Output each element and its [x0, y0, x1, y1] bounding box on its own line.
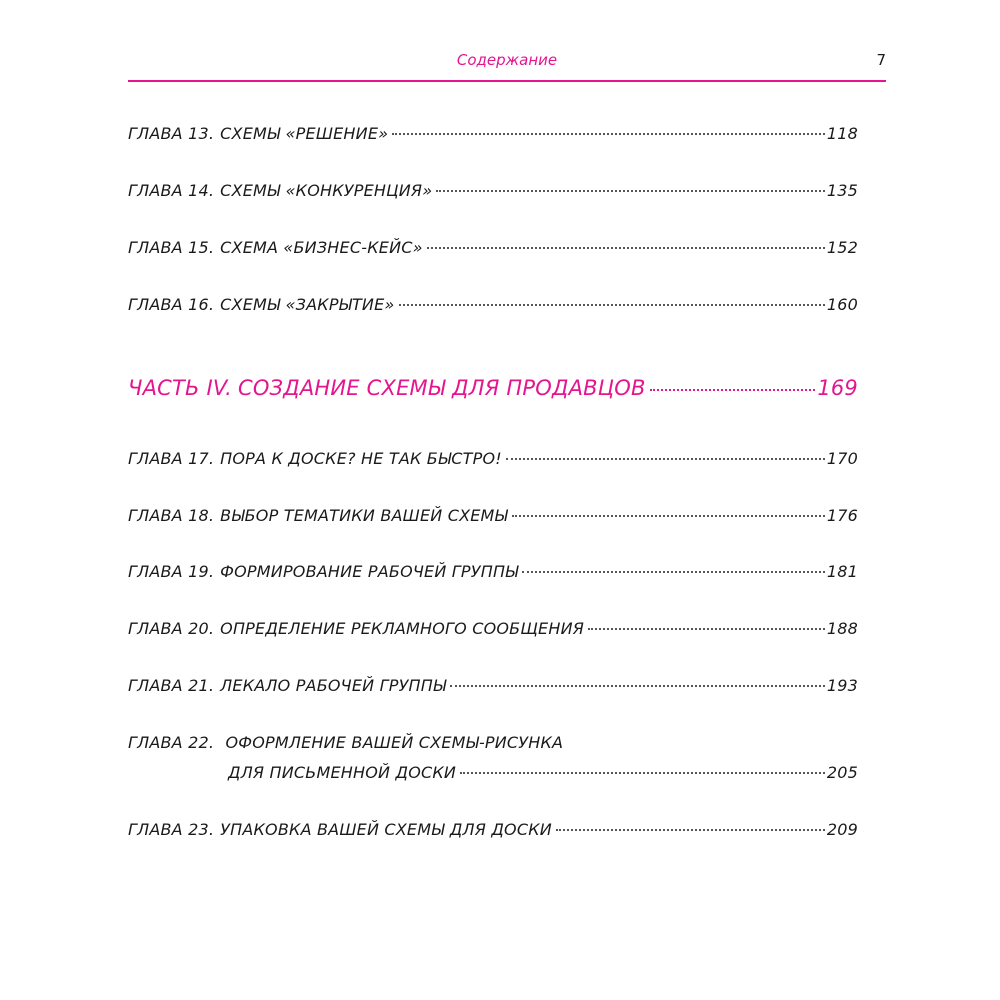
dot-leader	[650, 389, 816, 391]
toc-entry-number: ГЛАВА 18.	[128, 506, 215, 525]
toc-entry-continuation	[228, 763, 858, 782]
toc-entry-number: ГЛАВА 21.	[128, 676, 215, 695]
toc-entry-title: СХЕМЫ «КОНКУРЕНЦИЯ»	[220, 181, 433, 200]
dot-leader	[588, 628, 825, 630]
dot-leader	[556, 829, 825, 831]
toc-entry-chapter-20[interactable]	[128, 619, 858, 638]
toc-entry-chapter-19[interactable]	[128, 562, 858, 581]
toc-entry-title: ВЫБОР ТЕМАТИКИ ВАШЕЙ СХЕМЫ	[220, 506, 508, 525]
toc-entry-page: 209	[826, 820, 858, 839]
toc-entry-title: ОФОРМЛЕНИЕ ВАШЕЙ СХЕМЫ-РИСУНКА	[225, 733, 564, 752]
dot-leader	[450, 685, 825, 687]
toc-entry-number: ЧАСТЬ IV.	[128, 376, 232, 400]
dot-leader	[512, 515, 825, 517]
toc-entry-title: СОЗДАНИЕ СХЕМЫ ДЛЯ ПРОДАВЦОВ	[237, 376, 646, 400]
toc-entry-chapter-14[interactable]	[128, 181, 858, 200]
running-title: Содержание	[456, 51, 558, 69]
toc-entry-number: ГЛАВА 23.	[128, 820, 215, 839]
toc-entry-number: ГЛАВА 19.	[128, 562, 215, 581]
toc-entry-title: СХЕМА «БИЗНЕС-КЕЙС»	[220, 238, 423, 257]
toc-entry-chapter-16[interactable]	[128, 295, 858, 314]
page-number: 7	[876, 51, 886, 69]
toc-entry-chapter-22[interactable]	[128, 733, 858, 789]
dot-leader	[460, 772, 825, 774]
toc-entry-title: ОПРЕДЕЛЕНИЕ РЕКЛАМНОГО СООБЩЕНИЯ	[220, 619, 585, 638]
toc-entry-page: 188	[826, 619, 858, 638]
toc-entry-page: 118	[826, 124, 858, 143]
page-header	[128, 48, 886, 82]
toc-entry-number: ГЛАВА 17.	[128, 449, 215, 468]
toc-entry-title: ЛЕКАЛО РАБОЧЕЙ ГРУППЫ	[220, 676, 447, 695]
toc-entry-page: 135	[826, 181, 858, 200]
dot-leader	[399, 304, 825, 306]
toc-entry-title: ПОРА К ДОСКЕ? НЕ ТАК БЫСТРО!	[220, 449, 502, 468]
toc-entry-page: 176	[826, 506, 858, 525]
toc-entry-page: 205	[826, 763, 858, 782]
dot-leader	[522, 571, 824, 573]
toc-entry-page: 169	[817, 376, 858, 400]
dot-leader	[506, 458, 825, 460]
toc-entry-chapter-23[interactable]	[128, 820, 858, 839]
toc-entry-title: УПАКОВКА ВАШЕЙ СХЕМЫ ДЛЯ ДОСКИ	[220, 820, 552, 839]
toc-entry-number: ГЛАВА 22.	[128, 733, 215, 752]
toc-entry-page: 170	[826, 449, 858, 468]
toc-entry-title: СХЕМЫ «ЗАКРЫТИЕ»	[220, 295, 395, 314]
toc-entry-number: ГЛАВА 15.	[128, 238, 215, 257]
dot-leader	[427, 247, 825, 249]
toc-entry-title: ФОРМИРОВАНИЕ РАБОЧЕЙ ГРУППЫ	[220, 562, 519, 581]
toc-entry-heading	[128, 733, 563, 752]
toc-entry-page: 193	[826, 676, 858, 695]
toc-entry-page: 152	[826, 238, 858, 257]
toc-entry-title-continuation: ДЛЯ ПИСЬМЕННОЙ ДОСКИ	[228, 763, 457, 782]
dot-leader	[392, 133, 825, 135]
toc-entry-chapter-15[interactable]	[128, 238, 858, 257]
toc-entry-page: 181	[826, 562, 858, 581]
header-rule	[128, 80, 886, 82]
toc-entry-number: ГЛАВА 16.	[128, 295, 215, 314]
toc-entry-chapter-13[interactable]	[128, 124, 858, 143]
toc-entry-chapter-21[interactable]	[128, 676, 858, 695]
toc-entry-part-4[interactable]	[128, 376, 858, 400]
toc-entry-number: ГЛАВА 20.	[128, 619, 215, 638]
dot-leader	[436, 190, 825, 192]
toc-entry-chapter-17[interactable]	[128, 449, 858, 468]
toc-entry-number: ГЛАВА 13.	[128, 124, 215, 143]
toc-entry-page: 160	[826, 295, 858, 314]
toc-entry-title: СХЕМЫ «РЕШЕНИЕ»	[220, 124, 389, 143]
toc-entry-chapter-18[interactable]	[128, 506, 858, 525]
toc-entry-number: ГЛАВА 14.	[128, 181, 215, 200]
